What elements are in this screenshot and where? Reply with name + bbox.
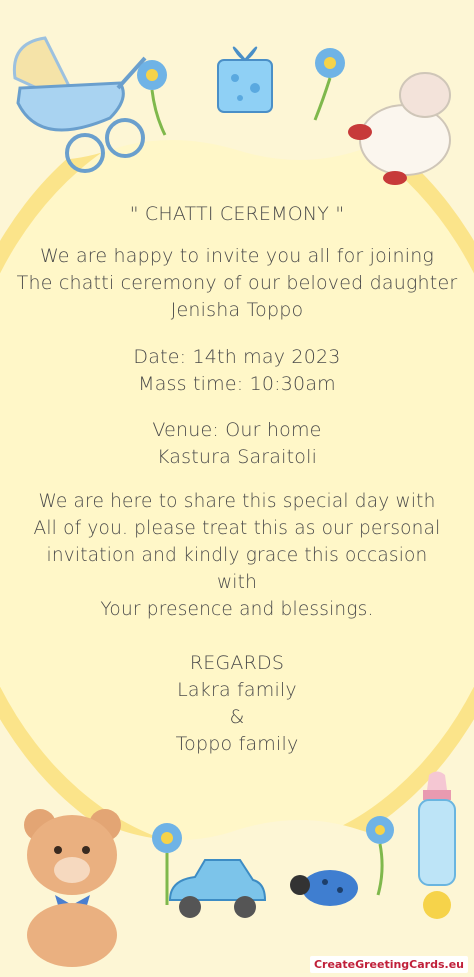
teddy-bear-icon xyxy=(10,800,140,970)
regards-line: Lakra family xyxy=(177,679,297,701)
flower-icon xyxy=(360,815,400,900)
invite-line: We are happy to invite you all for joining xyxy=(39,245,435,267)
date-line: Date: 14th may 2023 xyxy=(133,346,341,368)
message-line: with xyxy=(216,572,258,593)
message-line: We are here to share this special day with xyxy=(38,491,436,512)
message-line: Your presence and blessings. xyxy=(100,599,374,620)
venue-place: Kastura Saraitoli xyxy=(156,446,318,468)
regards-block xyxy=(10,650,464,758)
gift-box-icon xyxy=(210,40,280,115)
invite-paragraph xyxy=(10,243,464,324)
flower-icon xyxy=(130,60,175,140)
time-line: Mass time: 10:30am xyxy=(138,373,336,395)
regards-line: Toppo family xyxy=(175,733,299,755)
date-time-block xyxy=(10,344,464,398)
invite-line: The chatti ceremony of our beloved daughter xyxy=(16,272,458,294)
regards-line: & xyxy=(229,706,245,728)
baby-carriage-icon xyxy=(0,8,150,178)
toy-car-icon xyxy=(165,855,270,925)
baby-bottle-icon xyxy=(405,770,470,925)
ceremony-title: " CHATTI CEREMONY " xyxy=(129,203,345,225)
sheep-icon xyxy=(330,60,474,200)
ladybug-icon xyxy=(285,860,365,910)
invite-line: Jenisha Toppo xyxy=(170,299,304,321)
watermark-logo: CreateGreetingCards.eu xyxy=(310,956,468,973)
message-line: All of you. please treat this as our personal xyxy=(33,518,441,539)
message-line: invitation and kindly grace this occasion xyxy=(46,545,428,566)
regards-line: REGARDS xyxy=(189,652,285,674)
message-paragraph xyxy=(10,488,464,623)
venue-block xyxy=(10,417,464,471)
venue-line: Venue: Our home xyxy=(152,419,322,441)
